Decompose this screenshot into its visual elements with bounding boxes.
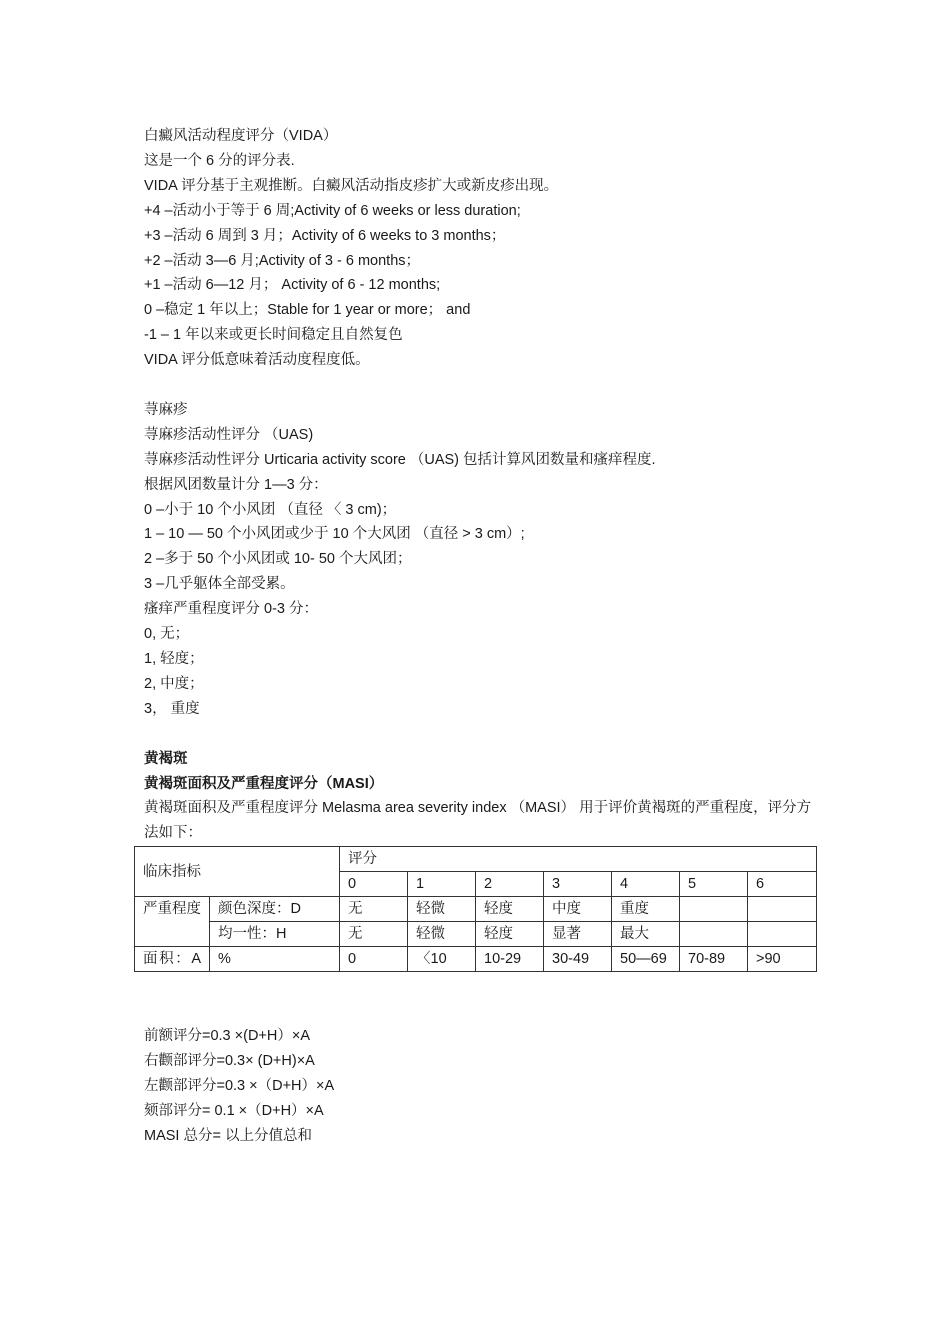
uas-line: 0, 无； <box>144 626 190 643</box>
vida-line: VIDA 评分基于主观推断。白癜风活动指皮疹扩大或新皮疹出现。 <box>144 177 559 194</box>
score-cell: 0 <box>340 872 408 897</box>
uas-line: 3 –几乎躯体全部受累。 <box>144 576 295 593</box>
area-value-cell: >90 <box>748 947 817 972</box>
formula-right-malar: 右颧部评分=0.3× (D+H)×A <box>144 1052 315 1069</box>
vida-line: +1 –活动 6—12 月； Activity of 6 - 12 months; <box>144 277 441 294</box>
spacer <box>144 373 816 398</box>
area-value-cell: 30-49 <box>544 947 612 972</box>
area-value-cell: 70-89 <box>680 947 748 972</box>
uniformity-value-cell: 无 <box>340 922 408 947</box>
spacer <box>144 722 816 747</box>
uniformity-value-cell: 轻微 <box>408 922 476 947</box>
uas-line: 1, 轻度； <box>144 651 204 668</box>
uniformity-value-cell: 显著 <box>544 922 612 947</box>
uas-line: 1 – 10 — 50 个小风团或少于 10 个大风团 （直径 > 3 cm）; <box>144 526 525 543</box>
vida-line: +4 –活动小于等于 6 周;Activity of 6 weeks or less duration; <box>144 202 521 219</box>
color-value-cell: 重度 <box>612 897 680 922</box>
clinical-header: 临床指标 <box>135 847 340 897</box>
score-cell: 1 <box>408 872 476 897</box>
area-value-cell: 〈10 <box>408 947 476 972</box>
score-cell: 6 <box>748 872 817 897</box>
uas-line: 2, 中度； <box>144 675 204 692</box>
vida-line: +3 –活动 6 周到 3 月；Activity of 6 weeks to 3 months； <box>144 227 506 244</box>
uniformity-label: 均一性：H <box>210 922 340 947</box>
area-unit: % <box>210 947 340 972</box>
vida-line: 这是一个 6 分的评分表. <box>144 152 295 169</box>
score-header: 评分 <box>340 847 817 872</box>
formula-forehead: 前额评分=0.3 ×(D+H）×A <box>144 1028 310 1044</box>
uniformity-value-cell <box>748 922 817 947</box>
color-value-cell: 中度 <box>544 897 612 922</box>
area-label: 面积：A <box>135 947 210 972</box>
color-value-cell <box>680 897 748 922</box>
formula-chin: 颏部评分= 0.1 ×（D+H）×A <box>144 1102 324 1119</box>
uas-title: 荨麻疹活动性评分 （UAS) <box>144 426 314 443</box>
masi-formulas <box>144 1024 816 1149</box>
color-value-cell: 轻度 <box>476 897 544 922</box>
vida-line: 0 –稳定 1 年以上；Stable for 1 year or more； and <box>144 302 471 319</box>
area-value-cell: 10-29 <box>476 947 544 972</box>
uas-heading: 荨麻疹 <box>144 401 188 418</box>
uniformity-value-cell <box>680 922 748 947</box>
area-value-cell: 50—69 <box>612 947 680 972</box>
uas-line: 根据风团数量计分 1—3 分： <box>144 476 328 493</box>
uas-line: 荨麻疹活动性评分 Urticaria activity score （UAS) 包括计算风团数量和瘙痒程度. <box>144 451 656 468</box>
uas-line: 瘙痒严重程度评分 0-3 分： <box>144 601 319 618</box>
color-value-cell: 无 <box>340 897 408 922</box>
score-cell: 2 <box>476 872 544 897</box>
uas-line: 0 –小于 10 个小风团 （直径 〈 3 cm)； <box>144 501 397 518</box>
score-cell: 4 <box>612 872 680 897</box>
color-value-cell <box>748 897 817 922</box>
uniformity-value-cell: 轻度 <box>476 922 544 947</box>
masi-intro: 黄褐斑面积及严重程度评分 Melasma area severity index （MASI） 用于评价黄褐斑的严重程度，评分方法如下： <box>144 800 812 842</box>
masi-table <box>134 846 817 972</box>
score-cell: 5 <box>680 872 748 897</box>
uas-line: 3， 重度 <box>144 700 200 717</box>
color-value-cell: 轻微 <box>408 897 476 922</box>
area-value-cell: 0 <box>340 947 408 972</box>
score-cell: 3 <box>544 872 612 897</box>
vida-line: VIDA 评分低意味着活动度程度低。 <box>144 352 370 369</box>
severity-label: 严重程度 <box>135 897 210 947</box>
uniformity-value-cell: 最大 <box>612 922 680 947</box>
formula-left-malar: 左颧部评分=0.3 ×（D+H）×A <box>144 1077 335 1094</box>
document-body <box>144 124 816 846</box>
color-depth-label: 颜色深度：D <box>210 897 340 922</box>
uas-line: 2 –多于 50 个小风团或 10- 50 个大风团； <box>144 551 412 568</box>
vida-title: 白癜风活动程度评分（VIDA） <box>144 128 338 144</box>
vida-line: +2 –活动 3—6 月;Activity of 3 - 6 months； <box>144 252 421 269</box>
vida-line: -1 – 1 年以来或更长时间稳定且自然复色 <box>144 327 403 344</box>
masi-subheading: 黄褐斑面积及严重程度评分（MASI） <box>144 775 384 792</box>
masi-heading: 黄褐斑 <box>144 750 188 767</box>
formula-total: MASI 总分= 以上分值总和 <box>144 1127 312 1144</box>
